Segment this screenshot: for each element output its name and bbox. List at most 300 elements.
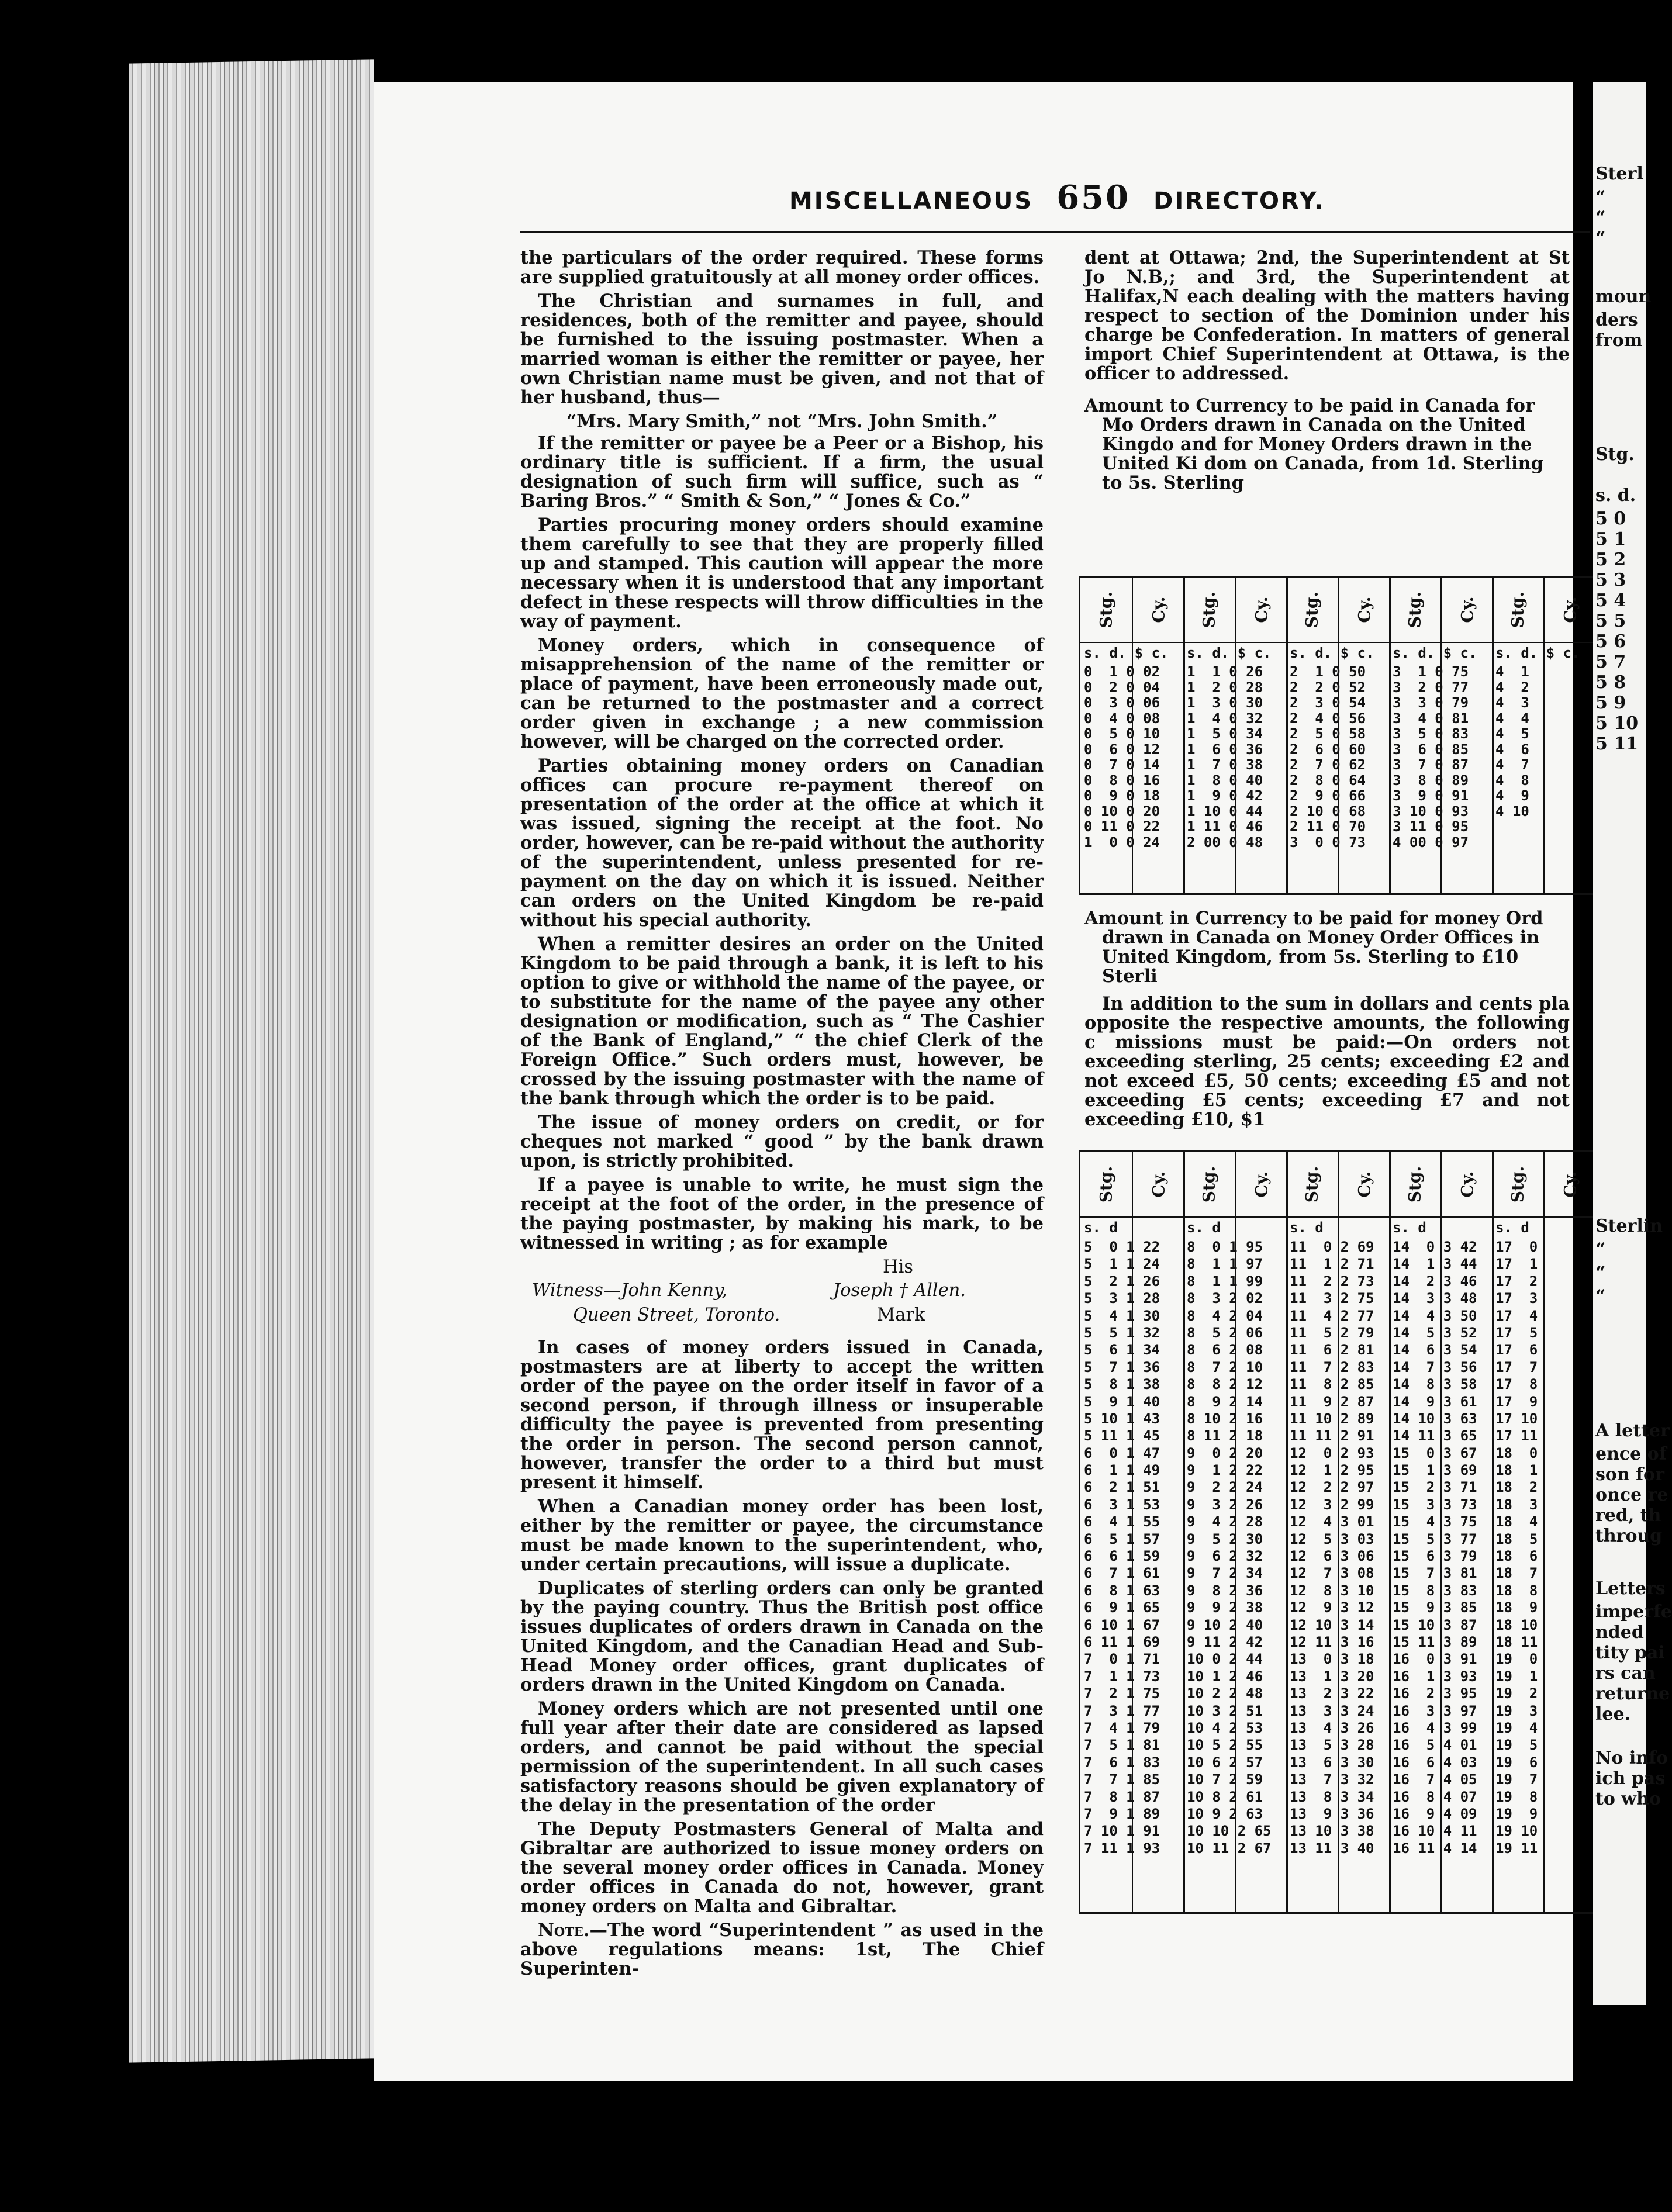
column-header-label: Cy.	[1560, 596, 1580, 623]
table-row: 8 0 1 95	[1187, 1239, 1263, 1255]
book-fore-edge	[129, 59, 374, 2062]
table-row: 13 8 3 34	[1290, 1788, 1374, 1805]
paragraph: Money orders, which in consequence of misapprehension of the name of the remitter or place of payment, have been erroneously made out, can be returned to the postmaster and a correct order given in exchange ; a new commission however, will be charged on the corrected order.	[520, 635, 1044, 752]
table-row	[1495, 835, 1595, 851]
table-row: 10 6 2 57	[1187, 1754, 1263, 1771]
table-row: 4 3	[1495, 694, 1529, 711]
fragment-line: Stg.	[1595, 444, 1635, 465]
table-row: 0 1 0 02	[1084, 663, 1160, 680]
table-row: 17 3	[1495, 1290, 1538, 1307]
table-row: 13 11 3 40	[1290, 1840, 1374, 1857]
table-row: 12 7 3 08	[1290, 1565, 1374, 1582]
table-row: 18 1	[1495, 1462, 1538, 1479]
table-row: 19 3	[1495, 1702, 1538, 1719]
unit-row: s. d. $ c.	[1495, 645, 1580, 661]
table-row: 19 7	[1495, 1771, 1538, 1788]
table-row: 13 5 3 28	[1290, 1737, 1374, 1754]
table-row: 0 11 0 22	[1084, 818, 1160, 835]
table-column-group	[1389, 578, 1494, 893]
table-rows	[1389, 664, 1492, 850]
conversion-table-1	[1079, 576, 1595, 895]
table-row: 3 0 0 73	[1290, 834, 1366, 851]
table-row: 4 1	[1495, 663, 1529, 680]
table-row: 16 2 3 95	[1393, 1685, 1477, 1702]
table-row: 6 10 1 67	[1084, 1616, 1160, 1633]
table-rows	[1080, 664, 1183, 850]
table-row: 8 5 2 06	[1187, 1324, 1263, 1341]
column-header	[1132, 1152, 1184, 1218]
table-row: 7 5 1 81	[1084, 1737, 1160, 1754]
unit-row: s. d	[1393, 1219, 1426, 1236]
table-row: 18 3	[1495, 1496, 1538, 1513]
table-row: 19 0	[1495, 1651, 1538, 1668]
table-row: 8 1 1 97	[1187, 1256, 1263, 1273]
table-row: 5 9 1 40	[1084, 1393, 1160, 1410]
column-header-label: Cy.	[1149, 1171, 1169, 1198]
table-row: 14 11 3 65	[1393, 1428, 1477, 1444]
fragment-line: moun	[1595, 286, 1652, 307]
table-row: 11 10 2 89	[1290, 1410, 1374, 1427]
table-row: 1 3 0 30	[1187, 694, 1263, 711]
fragment-line: “	[1595, 208, 1606, 228]
table-row: 5 7 1 36	[1084, 1359, 1160, 1375]
table-row: 11 8 2 85	[1290, 1376, 1374, 1393]
column-header-label: Stg.	[1508, 591, 1528, 628]
table-row: 16 11 4 14	[1393, 1840, 1477, 1857]
fragment-line: ence of	[1595, 1444, 1667, 1464]
paragraph: The Deputy Postmasters General of Malta and Gibraltar are authorized to issue money orders on the several money order offices in Canada. Money order offices in Canada do not, however, grant money orders on Malta and Gibraltar.	[520, 1819, 1044, 1917]
column-header	[1440, 1152, 1493, 1218]
table-row: 8 8 2 12	[1187, 1376, 1263, 1393]
table-row: 15 11 3 89	[1393, 1633, 1477, 1650]
table-row: 17 0	[1495, 1239, 1538, 1255]
table-row: 6 4 1 55	[1084, 1513, 1160, 1530]
table-row: 13 6 3 30	[1290, 1754, 1374, 1771]
table-row: 2 2 0 52	[1290, 679, 1366, 696]
table-row: 16 10 4 11	[1393, 1823, 1477, 1840]
table-row: 13 2 3 22	[1290, 1685, 1374, 1702]
table-row: 0 6 0 12	[1084, 741, 1160, 758]
table-row: 3 4 0 81	[1393, 710, 1469, 727]
table-row: 11 7 2 83	[1290, 1359, 1374, 1375]
fragment-line: “	[1595, 228, 1606, 248]
table-row: 18 8	[1495, 1582, 1538, 1599]
table-row: 9 7 2 34	[1187, 1565, 1263, 1582]
table-row: 3 1 0 75	[1393, 663, 1469, 680]
table-rows	[1183, 664, 1286, 850]
unit-row: s. d. $ c.	[1393, 645, 1477, 661]
unit-row: s. d	[1495, 1219, 1529, 1236]
fragment-line: to who	[1595, 1789, 1661, 1809]
table-row: 11 2 2 73	[1290, 1273, 1374, 1290]
table-row: 8 7 2 10	[1187, 1359, 1263, 1375]
column-header	[1389, 578, 1440, 643]
column-header-label: Cy.	[1252, 596, 1272, 623]
table-row: 19 6	[1495, 1754, 1538, 1771]
table-row: 5 2 1 26	[1084, 1273, 1160, 1290]
table-row: 7 10 1 91	[1084, 1823, 1160, 1840]
table-row: 9 6 2 32	[1187, 1548, 1263, 1565]
table-row: 12 2 2 97	[1290, 1479, 1374, 1496]
column-header	[1080, 1152, 1132, 1218]
table-row: 9 9 2 38	[1187, 1599, 1263, 1616]
sig-his: His	[883, 1257, 914, 1277]
table-rows	[1492, 1239, 1595, 1857]
table-row: 15 8 3 83	[1393, 1582, 1477, 1599]
table-column-group	[1492, 578, 1597, 893]
paragraph: The issue of money orders on credit, or for cheques not marked “ good ” by the bank drawn upon, is strictly prohibited.	[520, 1112, 1044, 1171]
table-row: 12 0 2 93	[1290, 1444, 1374, 1461]
table-row: 15 6 3 79	[1393, 1548, 1477, 1565]
table-row: 3 11 0 95	[1393, 818, 1469, 835]
fragment-line: Letters	[1595, 1578, 1666, 1599]
table-row: 16 9 4 09	[1393, 1805, 1477, 1822]
table-row: 8 6 2 08	[1187, 1342, 1263, 1359]
table-row: 11 0 2 69	[1290, 1239, 1374, 1255]
table-row: 12 1 2 95	[1290, 1462, 1374, 1479]
table-column-group	[1286, 578, 1391, 893]
table-row: 5 5 1 32	[1084, 1324, 1160, 1341]
fragment-line: A letter	[1595, 1420, 1670, 1441]
table-row: 2 5 0 58	[1290, 725, 1366, 742]
table-row: 7 6 1 83	[1084, 1754, 1160, 1771]
table-row: 19 2	[1495, 1685, 1538, 1702]
table-row: 16 1 3 93	[1393, 1668, 1477, 1685]
fragment-line: 5 3	[1595, 570, 1626, 590]
column-header	[1543, 578, 1596, 643]
table-row: 8 3 2 02	[1187, 1290, 1263, 1307]
right-column-mid	[1084, 909, 1570, 1134]
paragraph: Parties procuring money orders should examine them carefully to see that they are properly filled up and stamped. This caution will appear the more necessary when it is understood that any important defect in these respects will throw difficulties in the way of payment.	[520, 514, 1044, 632]
table-row	[1495, 819, 1595, 835]
table-row: 2 8 0 64	[1290, 772, 1366, 789]
table-row: 14 7 3 56	[1393, 1359, 1477, 1375]
fragment-line: “	[1595, 1286, 1606, 1307]
fragment-line: nded	[1595, 1622, 1644, 1643]
table-row: 13 1 3 20	[1290, 1668, 1374, 1685]
column-header-label: Stg.	[1508, 1166, 1528, 1203]
table-row: 11 3 2 75	[1290, 1290, 1374, 1307]
table-row: 3 9 0 91	[1393, 787, 1469, 804]
column-header	[1183, 1152, 1235, 1218]
table-row: 1 10 0 44	[1187, 803, 1263, 820]
table-row: 17 10	[1495, 1410, 1538, 1427]
table-row: 2 00 0 48	[1187, 834, 1263, 851]
fragment-line: 5 2	[1595, 549, 1626, 570]
column-header	[1440, 578, 1493, 643]
column-header	[1492, 1152, 1543, 1218]
table-row: 0 7 0 14	[1084, 756, 1160, 773]
fragment-line: “	[1595, 187, 1606, 208]
table-row: 2 3 0 54	[1290, 694, 1366, 711]
table-row: 4 2	[1495, 679, 1529, 696]
table-row: 1 0 0 24	[1084, 834, 1160, 851]
column-header-label: Stg.	[1096, 591, 1116, 628]
fragment-line: 5 1	[1595, 529, 1626, 549]
table-row: 0 10 0 20	[1084, 803, 1160, 820]
fragment-line: 5 8	[1595, 672, 1626, 693]
table-row: 5 1 1 24	[1084, 1256, 1160, 1273]
table-row: 10 10 2 65	[1187, 1823, 1272, 1840]
table-row: 6 2 1 51	[1084, 1479, 1160, 1496]
table-row: 17 9	[1495, 1393, 1538, 1410]
table-row: 11 1 2 71	[1290, 1256, 1374, 1273]
running-head	[789, 178, 1325, 217]
table-row: 16 0 3 91	[1393, 1651, 1477, 1668]
unit-row: s. d	[1084, 1219, 1118, 1236]
table-row: 18 2	[1495, 1479, 1538, 1496]
table-row: 5 8 1 38	[1084, 1376, 1160, 1393]
table-row: 16 6 4 03	[1393, 1754, 1477, 1771]
table-row: 9 5 2 30	[1187, 1530, 1263, 1547]
table-column-group	[1492, 1152, 1597, 1912]
table-row: 18 4	[1495, 1513, 1538, 1530]
column-header-label: Cy.	[1355, 596, 1374, 623]
table-row: 10 7 2 59	[1187, 1771, 1263, 1788]
table-row: 0 5 0 10	[1084, 725, 1160, 742]
table-row: 17 5	[1495, 1324, 1538, 1341]
page-number: 650	[1056, 178, 1131, 217]
example-quote: “Mrs. Mary Smith,” not “Mrs. John Smith.”	[566, 411, 998, 432]
table-row: 14 4 3 50	[1393, 1307, 1477, 1324]
table-row: 1 9 0 42	[1187, 787, 1263, 804]
column-header	[1286, 1152, 1338, 1218]
unit-row: s. d	[1290, 1219, 1324, 1236]
paragraph: the particulars of the order required. These forms are supplied gratuitously at all money order offices.	[520, 247, 1044, 288]
table-row: 2 4 0 56	[1290, 710, 1366, 727]
table-row: 12 6 3 06	[1290, 1548, 1374, 1565]
column-header-label: Cy.	[1355, 1171, 1374, 1198]
table-rows	[1286, 664, 1389, 850]
table-row: 9 8 2 36	[1187, 1582, 1263, 1599]
table-row: 11 4 2 77	[1290, 1307, 1374, 1324]
fragment-line: No info	[1595, 1748, 1668, 1768]
table-row: 18 10	[1495, 1616, 1538, 1633]
fragment-line: rs can	[1595, 1663, 1656, 1684]
fragment-line: 5 11	[1595, 734, 1639, 754]
note-paragraph	[520, 1921, 1044, 1979]
paragraph: When a remitter desires an order on the United Kingdom to be paid through a bank, it is left to his option to give or withhold the name of the payee, or to substitute for the name of the payee any other designation or modification, such as “ The Cashier of the Bank of England,” “ the chief Clerk of the Foreign Office.” Such orders must, however, be crossed by the issuing postmaster with the name of the bank through which the order is to be paid.	[520, 934, 1044, 1109]
paragraph: When a Canadian money order has been lost, either by the remitter or payee, the circumstance must be made known to the superintendent, who, under certain precautions, will issue a duplicate.	[520, 1496, 1044, 1575]
note-label: Note.	[538, 1920, 590, 1941]
column-header-label: Cy.	[1457, 596, 1477, 623]
table-row: 6 8 1 63	[1084, 1582, 1160, 1599]
table-row: 0 9 0 18	[1084, 787, 1160, 804]
table-row: 8 9 2 14	[1187, 1393, 1263, 1410]
table-row: 10 11 2 67	[1187, 1840, 1272, 1857]
column-header-label: Cy.	[1252, 1171, 1272, 1198]
column-header-label: Stg.	[1199, 1166, 1219, 1203]
table-row: 9 10 2 40	[1187, 1616, 1263, 1633]
column-header	[1080, 578, 1132, 643]
table-row: 15 3 3 73	[1393, 1496, 1477, 1513]
table-caption-1: Amount to Currency to be paid in Canada for Mo Orders drawn in Canada on the United Kingdo and for Money Orders drawn in the United Ki dom on Canada, from 1d. Sterling to 5s. Sterling	[1084, 395, 1543, 493]
fragment-line: son for	[1595, 1464, 1664, 1485]
table-row: 15 5 3 77	[1393, 1530, 1477, 1547]
table-row: 18 11	[1495, 1633, 1538, 1650]
table-row: 18 7	[1495, 1565, 1538, 1582]
table-row: 0 3 0 06	[1084, 694, 1160, 711]
column-header-label: Cy.	[1457, 1171, 1477, 1198]
table-row: 16 4 3 99	[1393, 1719, 1477, 1736]
adjacent-page-fragment	[1593, 82, 1672, 2005]
table-row: 9 0 2 20	[1187, 1444, 1263, 1461]
table-row: 6 5 1 57	[1084, 1530, 1160, 1547]
table-row: 4 10	[1495, 803, 1529, 820]
fragment-line: ders	[1595, 310, 1638, 330]
fragment-line: 5 6	[1595, 631, 1626, 652]
table-rows	[1286, 1239, 1389, 1857]
table-row: 10 0 2 44	[1187, 1651, 1263, 1668]
fragment-line: 5 5	[1595, 611, 1626, 631]
table-rows	[1389, 1239, 1492, 1857]
column-header	[1389, 1152, 1440, 1218]
table-row: 12 5 3 03	[1290, 1530, 1374, 1547]
column-header-label: Stg.	[1199, 591, 1219, 628]
left-column	[520, 248, 1044, 1983]
fragment-line: throug	[1595, 1526, 1663, 1546]
table-row: 15 9 3 85	[1393, 1599, 1477, 1616]
column-header-label: Cy.	[1560, 1171, 1580, 1198]
table-row: 4 9	[1495, 787, 1529, 804]
table-row: 10 4 2 53	[1187, 1719, 1263, 1736]
commission-paragraph: In addition to the sum in dollars and cents pla opposite the respective amounts, the following c missions must be paid:—On orders not exceeding sterling, 25 cents; exceeding £2 and not exceed £5, 50 cents; exceeding £5 and not exceeding £5 cents; exceeding £7 and not exceeding £10, $1	[1084, 993, 1570, 1130]
table-rows	[1080, 1239, 1183, 1857]
fragment-line: “	[1595, 1239, 1606, 1260]
table-row: 17 8	[1495, 1376, 1538, 1393]
table-row: 15 2 3 71	[1393, 1479, 1477, 1496]
table-row: 13 7 3 32	[1290, 1771, 1374, 1788]
table-row: 2 6 0 60	[1290, 741, 1366, 758]
table-row: 12 3 2 99	[1290, 1496, 1374, 1513]
table-row: 1 8 0 40	[1187, 772, 1263, 789]
fragment-line: Sterlin	[1595, 1216, 1663, 1236]
table-row: 4 4	[1495, 710, 1529, 727]
table-row: 8 1 1 99	[1187, 1273, 1263, 1290]
table-row: 2 7 0 62	[1290, 756, 1366, 773]
table-row: 9 1 2 22	[1187, 1462, 1263, 1479]
table-row: 18 5	[1495, 1530, 1538, 1547]
table-row: 15 4 3 75	[1393, 1513, 1477, 1530]
header-rule	[520, 231, 1590, 233]
table-row: 16 7 4 05	[1393, 1771, 1477, 1788]
table-row: 13 9 3 36	[1290, 1805, 1374, 1822]
fragment-line: returne	[1595, 1684, 1670, 1704]
table-row: 15 7 3 81	[1393, 1565, 1477, 1582]
table-row: 7 0 1 71	[1084, 1651, 1160, 1668]
sig-address: Queen Street, Toronto.	[573, 1305, 780, 1325]
signature-example	[520, 1257, 1044, 1333]
paragraph: dent at Ottawa; 2nd, the Superintendent at St Jo N.B,; and 3rd, the Superintendent at Halifax,N each dealing with the matters having respect to section of the Dominion under his charge be Confederation. In matters of general import Chief Superintendent at Ottawa, is the officer to addressed.	[1084, 247, 1570, 384]
table-row: 5 6 1 34	[1084, 1342, 1160, 1359]
table-row: 6 0 1 47	[1084, 1444, 1160, 1461]
table-row: 3 5 0 83	[1393, 725, 1469, 742]
table-row: 10 9 2 63	[1187, 1805, 1263, 1822]
table-row: 7 7 1 85	[1084, 1771, 1160, 1788]
table-column-group	[1183, 578, 1288, 893]
table-column-group	[1080, 578, 1185, 893]
running-head-right: DIRECTORY.	[1153, 188, 1325, 215]
fragment-line: red, th	[1595, 1505, 1661, 1526]
column-header	[1286, 578, 1338, 643]
table-row: 7 11 1 93	[1084, 1840, 1160, 1857]
fragment-line: ich pas	[1595, 1768, 1666, 1789]
table-column-group	[1286, 1152, 1391, 1912]
table-row: 18 0	[1495, 1444, 1538, 1461]
table-row: 2 11 0 70	[1290, 818, 1366, 835]
table-row: 12 8 3 10	[1290, 1582, 1374, 1599]
table-row: 3 7 0 87	[1393, 756, 1469, 773]
table-row: 19 10	[1495, 1823, 1538, 1840]
fragment-line: imperfe	[1595, 1602, 1672, 1622]
column-header-label: Stg.	[1405, 591, 1425, 628]
table-row: 13 0 3 18	[1290, 1651, 1374, 1668]
table-row: 0 4 0 08	[1084, 710, 1160, 727]
table-row: 14 0 3 42	[1393, 1239, 1477, 1255]
table-row: 4 5	[1495, 725, 1529, 742]
table-row: 17 6	[1495, 1342, 1538, 1359]
table-row: 8 10 2 16	[1187, 1410, 1263, 1427]
column-header	[1543, 1152, 1596, 1218]
table-row: 14 5 3 52	[1393, 1324, 1477, 1341]
table-row: 4 6	[1495, 741, 1529, 758]
table-row: 8 11 2 18	[1187, 1428, 1263, 1444]
sig-mark: Mark	[877, 1305, 925, 1325]
table-row: 5 3 1 28	[1084, 1290, 1160, 1307]
fragment-line: from	[1595, 330, 1643, 351]
table-row: 5 0 1 22	[1084, 1239, 1160, 1255]
column-header-label: Stg.	[1302, 1166, 1322, 1203]
table-row: 7 2 1 75	[1084, 1685, 1160, 1702]
fragment-line: 5 4	[1595, 590, 1626, 611]
table-row: 9 4 2 28	[1187, 1513, 1263, 1530]
column-header	[1235, 1152, 1287, 1218]
table-row: 7 1 1 73	[1084, 1668, 1160, 1685]
table-row: 19 4	[1495, 1719, 1538, 1736]
table-row: 14 6 3 54	[1393, 1342, 1477, 1359]
table-row: 18 9	[1495, 1599, 1538, 1616]
table-row: 11 11 2 91	[1290, 1428, 1374, 1444]
table-row: 13 10 3 38	[1290, 1823, 1374, 1840]
table-row: 17 11	[1495, 1428, 1538, 1444]
table-row: 14 1 3 44	[1393, 1256, 1477, 1273]
column-header	[1132, 578, 1184, 643]
paragraph: The Christian and surnames in full, and residences, both of the remitter and payee, should be furnished to the issuing postmaster. When a married woman is either the remitter or payee, her own Christian name must be given, and not that of her husband, thus—	[520, 291, 1044, 408]
sig-name: Joseph † Allen.	[833, 1280, 966, 1301]
table-row: 17 7	[1495, 1359, 1538, 1375]
table-row: 11 9 2 87	[1290, 1393, 1374, 1410]
table-row: 3 2 0 77	[1393, 679, 1469, 696]
table-row: 10 8 2 61	[1187, 1788, 1263, 1805]
fragment-line: lee.	[1595, 1704, 1631, 1724]
table-row: 8 4 2 04	[1187, 1307, 1263, 1324]
right-column	[1084, 248, 1570, 497]
table-row: 14 8 3 58	[1393, 1376, 1477, 1393]
conversion-table-2	[1079, 1150, 1595, 1914]
unit-row: s. d. $ c.	[1084, 645, 1169, 661]
table-row: 6 11 1 69	[1084, 1633, 1160, 1650]
table-row: 10 3 2 51	[1187, 1702, 1263, 1719]
table-column-group	[1389, 1152, 1494, 1912]
table-row: 6 6 1 59	[1084, 1548, 1160, 1565]
column-header-label: Stg.	[1096, 1166, 1116, 1203]
sig-witness: Witness—John Kenny,	[532, 1280, 728, 1301]
table-row: 19 1	[1495, 1668, 1538, 1685]
table-row: 11 5 2 79	[1290, 1324, 1374, 1341]
table-row: 6 9 1 65	[1084, 1599, 1160, 1616]
table-row: 11 6 2 81	[1290, 1342, 1374, 1359]
paragraph: Parties obtaining money orders on Canadian offices can procure re-payment thereof on presentation of the order at the office at which it was issued, signing the receipt at the foot. No order, however, can be re-paid without the authority of the superintendent, unless presented for re-payment on the day on which it is issued. Neither can orders on the United Kingdom be re-paid without his special authority.	[520, 755, 1044, 931]
